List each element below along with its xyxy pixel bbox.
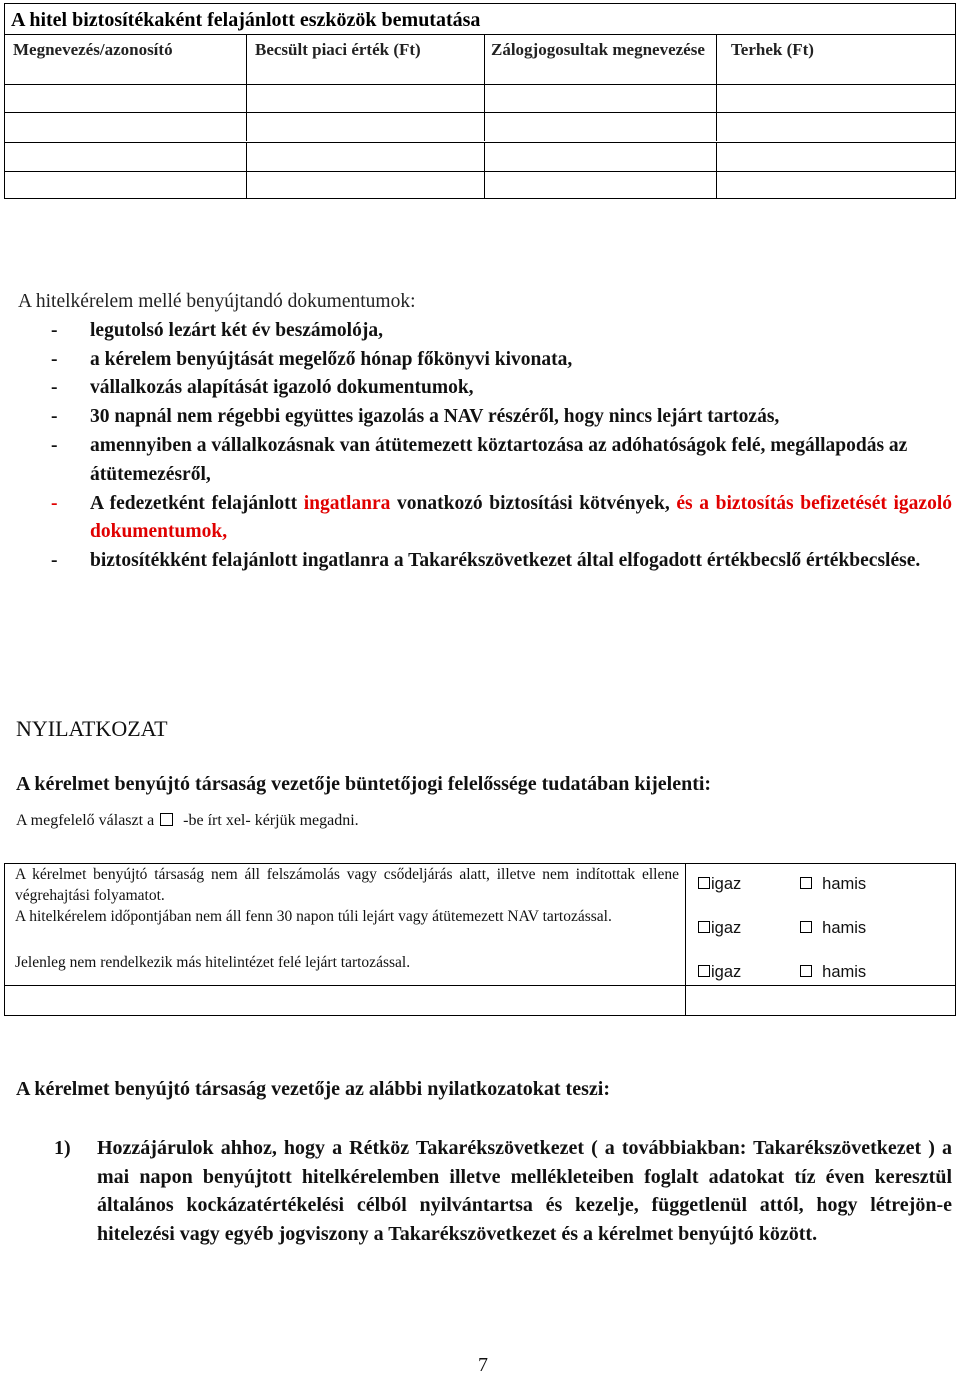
- table-cell[interactable]: [247, 113, 485, 141]
- declaration-subtitle: A kérelmet benyújtó társaság vezetője büntetőjogi felelőssége tudatában kijelenti:: [16, 773, 712, 795]
- option-true[interactable]: igaz: [698, 919, 741, 937]
- statements-title: A kérelmet benyújtó társaság vezetője az alábbi nyilatkozatokat teszi:: [16, 1078, 610, 1100]
- option-false[interactable]: hamis: [800, 875, 866, 894]
- checkbox-icon[interactable]: [698, 965, 710, 977]
- table-cell[interactable]: [485, 113, 717, 141]
- declaration-statement: A hitelkérelem időpontjában nem áll fenn 30 napon túli lejárt vagy átütemezett NAV tartozással.: [15, 908, 612, 925]
- table-cell[interactable]: [247, 172, 485, 199]
- collateral-table-header-row: [5, 34, 955, 85]
- checkbox-icon: [160, 813, 173, 826]
- checkbox-icon[interactable]: [698, 877, 710, 889]
- list-item: - biztosítékként felajánlott ingatlanra a Takarékszövetkezet által elfogadott értékbecslő értékbecslése.: [51, 550, 921, 572]
- option-true[interactable]: igaz: [698, 963, 741, 981]
- statement-text: Hozzájárulok ahhoz, hogy a Rétköz Takarékszövetkezet ( a továbbiakban: Takarékszövetkezet ) a mai napon benyújtott hitelkérelemben illetve mellékleteiben foglalt adatokat tíz éven keresztül általános kockázatértékelési célból nyilvántartsa és kezelje, függetlenül attól, hogy létrejön-e hitelezési vagy egyéb jogviszony a Takarékszövetkezet és a kérelmet benyújtó között.: [97, 1137, 952, 1245]
- table-row: [5, 84, 955, 113]
- header-cell-lienholders: Zálogjogosultak megnevezése: [485, 35, 717, 85]
- header-cell-identifier: Megnevezés/azonosító: [5, 35, 247, 85]
- page-number: 7: [478, 1354, 488, 1376]
- declaration-table: [4, 863, 956, 1016]
- answer-choice-row: [698, 875, 867, 894]
- table-row: [5, 142, 955, 171]
- table-cell[interactable]: [5, 113, 247, 141]
- checkbox-icon[interactable]: [800, 877, 812, 889]
- declaration-statement: Jelenleg nem rendelkezik más hitelintézet felé lejárt tartozással.: [15, 954, 411, 971]
- list-item: - vállalkozás alapítását igazoló dokumentumok,: [51, 377, 474, 399]
- answer-choice-row: [698, 919, 867, 938]
- declaration-title: NYILATKOZAT: [16, 716, 168, 741]
- answer-choice-row: [698, 963, 867, 982]
- table-cell[interactable]: [485, 85, 717, 113]
- header-cell-market-value: Becsült piaci érték (Ft): [247, 35, 485, 85]
- statement-number: 1): [54, 1137, 71, 1159]
- column-divider: [685, 864, 686, 1015]
- table-cell[interactable]: [247, 85, 485, 113]
- table-cell[interactable]: [717, 85, 955, 113]
- list-item: - a kérelem benyújtását megelőző hónap főkönyvi kivonata,: [51, 348, 573, 370]
- declaration-instruction: A megfelelő választ a -be írt xel- kérjük megadni.: [16, 812, 359, 829]
- row-divider: [5, 985, 955, 986]
- declaration-statement: A kérelmet benyújtó társaság nem áll felszámolás vagy csődeljárás alatt, illetve nem indítottak ellene végrehajtási folyamatot.: [15, 866, 679, 904]
- header-cell-encumbrances: Terhek (Ft): [731, 40, 814, 59]
- option-false[interactable]: hamis: [800, 919, 866, 938]
- numbered-statement: [54, 1134, 952, 1248]
- table-cell[interactable]: [5, 85, 247, 113]
- collateral-table-title: A hitel biztosítékaként felajánlott eszközök bemutatása: [11, 9, 481, 31]
- table-cell[interactable]: [5, 172, 247, 199]
- collateral-table-title-row: [5, 4, 955, 34]
- list-item: - amennyiben a vállalkozásnak van átütemezett köztartozása az adóhatóságok felé, megállapodás az átütemezésről,: [51, 434, 908, 485]
- checkbox-icon[interactable]: [698, 921, 710, 933]
- option-false[interactable]: hamis: [800, 963, 866, 982]
- list-item: - A fedezetként felajánlott ingatlanra vonatkozó biztosítási kötvények, és a biztosítás befizetését igazoló dokumentumok,: [51, 492, 952, 543]
- collateral-table: [4, 3, 956, 199]
- checkbox-icon[interactable]: [800, 921, 812, 933]
- table-cell[interactable]: [247, 143, 485, 171]
- list-item: - legutolsó lezárt két év beszámolója,: [51, 319, 383, 341]
- table-cell[interactable]: [485, 172, 717, 199]
- required-documents-section: [18, 288, 952, 576]
- option-true[interactable]: igaz: [698, 875, 741, 893]
- checkbox-icon[interactable]: [800, 965, 812, 977]
- table-cell[interactable]: [5, 143, 247, 171]
- table-row: [5, 171, 955, 199]
- table-cell[interactable]: [717, 172, 955, 199]
- table-row: [5, 112, 955, 141]
- required-documents-heading: A hitelkérelem mellé benyújtandó dokumentumok:: [18, 291, 416, 312]
- table-cell[interactable]: [485, 143, 717, 171]
- table-cell[interactable]: [717, 113, 955, 141]
- table-cell[interactable]: [717, 143, 955, 171]
- list-item: - 30 napnál nem régebbi együttes igazolás a NAV részéről, hogy nincs lejárt tartozás,: [51, 406, 780, 428]
